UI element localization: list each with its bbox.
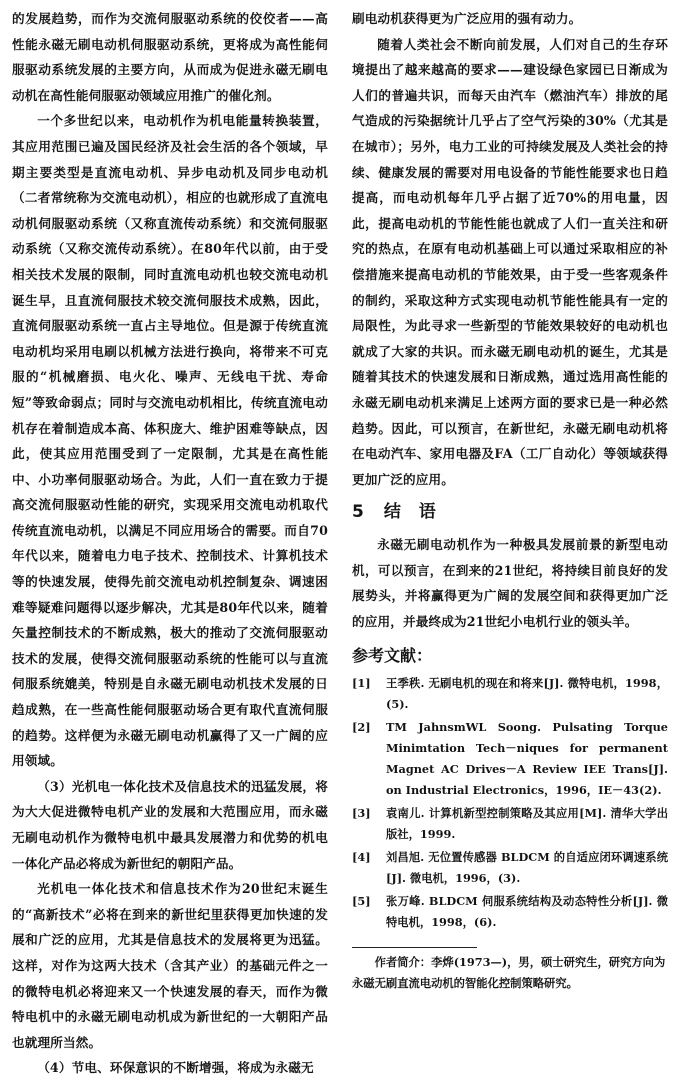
reference-text: 刘昌旭. 无位置传感器 BLDCM 的自适应闭环调速系统[J]. 微电机，1996，(3). [386,849,668,885]
author-bio-text: 李烨(1973—)，男，硕士研究生，研究方向为永磁无刷直流电动机的智能化控制策略研究。 [352,954,666,990]
author-bio-label: 作者简介： [374,954,432,969]
reference-text: 袁南儿. 计算机新型控制策略及其应用[M]. 清华大学出版社，1999. [386,805,668,841]
author-bio [352,952,668,994]
references-heading: 参考文献： [352,645,433,665]
reference-list [352,673,668,933]
reference-text: TM JahnsmWL Soong. Pulsating Torque Minimtation Tech－niques for permanent Magnet AC Drives－A Review IEE Trans[J]. on Industrial Electronics，1996，IE－43(2). [386,719,668,797]
section-heading [352,498,668,526]
reference-item [352,673,668,715]
conclusion-paragraph: 永磁无刷电动机作为一种极具发展前景的新型电动机，可以预言，在到来的21世纪，将持续目前良好的发展势头，并将赢得更为广阔的发展空间和获得更加广泛的应用，并最终成为21世纪小电机行业的领头羊。 [352,537,668,630]
reference-item [352,717,668,801]
reference-number: [4] [352,849,371,864]
reference-number: [3] [352,805,371,820]
reference-number: [5] [352,893,371,908]
reference-text: 王季秩. 无刷电机的现在和将来[J]. 微特电机，1998，(5). [386,675,668,711]
left-column [12,6,328,1081]
footnote-divider [352,947,477,948]
body-paragraph: 刷电动机获得更为广泛应用的强有动力。 [352,11,582,26]
right-column [352,6,668,994]
section-number: 5 [352,502,370,523]
body-paragraph: 的发展趋势，而作为交流伺服驱动系统的佼佼者——高性能永磁无刷电动机伺服驱动系统，更将成为高性能伺服驱动系统发展的主要方向，从而成为促进永磁无刷电动机在高性能伺服驱动领域应用推广的催化剂。 [12,11,328,103]
reference-item [352,803,668,845]
reference-item [352,891,668,933]
reference-number: [2] [352,719,371,734]
reference-number: [1] [352,675,371,690]
reference-text: 张万峰. BLDCM 伺服系统结构及动态特性分析[J]. 微特电机，1998，(6). [386,893,668,929]
body-paragraph: 光机电一体化技术和信息技术作为20世纪末诞生的“高新技术”必将在到来的新世纪里获得更加快速的发展和广泛的应用，尤其是信息技术的发展将更为迅猛。这样，对作为这两大技术（含其产业）的基础元件之一的微特电机必将迎来又一个快速发展的春天，而作为微特电机中的永磁无刷电动机成为新世纪的一大朝阳产品也就理所当然。 [12,881,328,1050]
body-paragraph: 一个多世纪以来，电动机作为机电能量转换装置，其应用范围已遍及国民经济及社会生活的各个领域，早期主要类型是直流电动机、异步电动机及同步电动机（二者常统称为交流电动机），相应的也就形成了直流电动机伺服驱动系统（又称直流传动系统）和交流伺服驱动系统（又称交流传动系统）。在80年代以前，由于受相关技术发展的限制，同时直流电动机也较交流电动机诞生早，且直流伺服技术较交流伺服技术成熟，因此，直流伺服驱动系统一直占主导地位。但是源于传统直流电动机均采用电刷以机械方法进行换向，将带来不可克服的“机械磨损、电火化、噪声、无线电干扰、寿命短”等致命弱点；同时与交流电动机相比，传统直流电动机存在着制造成本高、体积庞大、维护困难等缺点，因此，使其应用范围受到了一定限制，尤其是在高性能中、小功率伺服驱动场合。为此，人们一直在致力于提高交流伺服驱动性能的研究，实现采用交流电动机取代传统直流电动机，以满足不同应用场合的需要。而自70年代以来，随着电力电子技术、控制技术、计算机技术等的快速发展，使得先前交流电动机控制复杂、调速困难等疑难问题得以逐步解决，尤其是80年代以来，随着矢量控制技术的不断成熟，极大的推动了交流伺服驱动技术的发展，使得交流伺服驱动系统的性能可以与直流伺服系统媲美，特别是自永磁无刷电动机技术发展的日趋成熟，在一些高性能伺服驱动场合更有取代直流伺服的趋势。这样便为永磁无刷电动机赢得了又一广阔的应用领域。 [12,113,328,769]
section-title: 结 语 [383,502,442,523]
body-paragraph: （4）节电、环保意识的不断增强，将成为永磁无 [37,1060,314,1076]
body-paragraph: 随着人类社会不断向前发展，人们对自己的生存环境提出了越来越高的要求——建设绿色家园已日渐成为人们的普遍共识，而每天由汽车（燃油汽车）排放的尾气造成的污染据统计几乎占了空气污染的30%（尤其是在城市）；另外，电力工业的可持续发展及人类社会的持续、健康发展的需要对用电设备的节能性能要求也日趋提高，而电动机每年几乎占据了近70%的用电量，因此，提高电动机的节能性能也就成了人们一直关注和研究的热点，在原有电动机基础上可以通过采取相应的补偿措施来提高电动机的节能效果，由于受一些客观条件的制约，采取这种方式实现电动机节能性能具有一定的局限性，为此寻求一些新型的节能效果较好的电动机也就成了大家的共识。而永磁无刷电动机的诞生，尤其是随着其技术的快速发展和日渐成熟，通过选用高性能的永磁无刷电动机来满足上述两方面的要求已是一种必然趋势。因此，可以预言，在新世纪，永磁无刷电动机将在电动汽车、家用电器及FA（工厂自动化）等领域获得更加广泛的应用。 [352,36,668,487]
reference-item [352,847,668,889]
body-paragraph: （3）光机电一体化技术及信息技术的迅猛发展，将为大大促进微特电机产业的发展和大范围应用，而永磁无刷电动机作为微特电机中最具发展潜力和优势的机电一体化产品必将成为新世纪的朝阳产品。 [12,778,328,871]
